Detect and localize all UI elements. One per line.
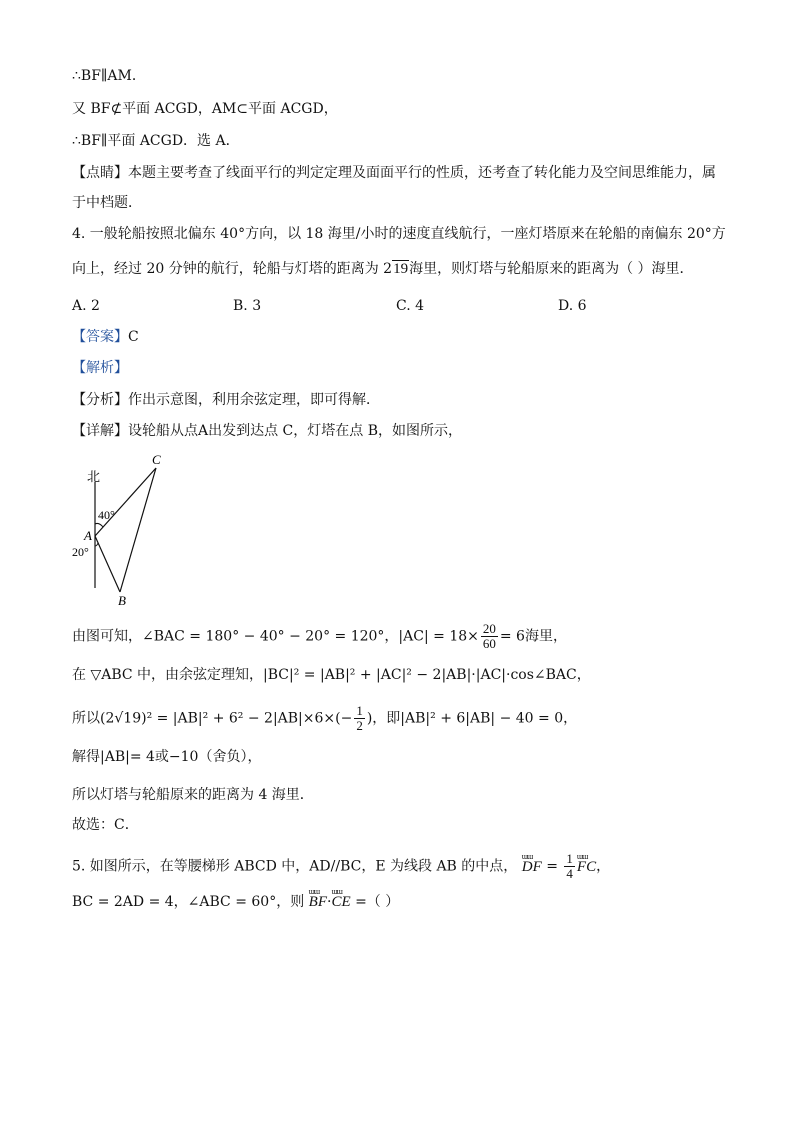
q5-stem-line1-end: ， bbox=[596, 858, 611, 875]
solution-angle-bac-line bbox=[72, 622, 567, 651]
vector-ce-letters: CE bbox=[331, 894, 351, 910]
q5-equals: = bbox=[541, 858, 563, 875]
q4-sqrt-19: 19 bbox=[393, 261, 409, 277]
vector-ce bbox=[331, 887, 351, 912]
answer-label: 【答案】 bbox=[72, 329, 128, 345]
q5-stem-line2-start: BC = 2AD = 4，∠ABC = 60°，则 bbox=[72, 894, 305, 910]
answer-value: C bbox=[128, 329, 139, 345]
segment-bc bbox=[120, 468, 156, 592]
option-c: C. 4 bbox=[396, 298, 425, 314]
line-conclusion-select-a: ∴BF∥平面 ACGD．选 A． bbox=[72, 133, 240, 149]
question-5-stem-line1 bbox=[72, 852, 610, 881]
line-bf-parallel-am: ∴BF∥AM． bbox=[72, 68, 146, 84]
question-5-stem-line2 bbox=[72, 887, 400, 912]
xiangjie-text: 设轮船从点A出发到达点 C，灯塔在点 B，如图所示， bbox=[128, 423, 463, 439]
point-c-label: C bbox=[152, 452, 161, 467]
solution-choose-line: 故选：C． bbox=[72, 817, 139, 833]
solution-roots-line: 解得|AB|= 4或−10（舍负）， bbox=[72, 749, 262, 765]
q5-stem-start: 5. 如图所示，在等腰梯形 ABCD 中，AD//BC，E 为线段 AB 的中点， bbox=[72, 858, 518, 875]
solution-s3-start: 所以(2√19)² = |AB|² + 6² − 2|AB|×6×(− bbox=[72, 710, 353, 727]
vector-bf-letters: BF bbox=[308, 894, 327, 910]
fraction-1-over-2 bbox=[354, 704, 365, 733]
fraction-1-over-4-numerator: 1 bbox=[566, 851, 573, 866]
fraction-1-over-2-numerator: 1 bbox=[356, 703, 363, 718]
dianjing-comment-line1: 【点睛】本题主要考查了线面平行的判定定理及面面平行的性质，还考查了转化能力及空间思维能力，属 bbox=[72, 165, 716, 181]
angle-40-arc bbox=[95, 523, 103, 527]
solution-distance-line: 所以灯塔与轮船原来的距离为 4 海里． bbox=[72, 787, 314, 803]
xiangjie-label: 【详解】 bbox=[72, 423, 128, 439]
segment-ac bbox=[95, 468, 156, 536]
solution-s1-end: = 6海里， bbox=[499, 628, 567, 645]
vector-df-arrow-mark: ɯɯ bbox=[521, 851, 533, 861]
fraction-1-over-2-denominator: 2 bbox=[356, 718, 363, 733]
north-label: 北 bbox=[87, 470, 101, 485]
fraction-1-over-4-denominator: 4 bbox=[566, 866, 573, 881]
answer-line bbox=[72, 327, 139, 347]
fenxi-line bbox=[72, 390, 380, 410]
solution-cosine-law-line: 在 ▽ABC 中，由余弦定理知，|BC|² = |AB|² + |AC|² − 2|AB|·|AC|·cos∠BAC， bbox=[72, 667, 591, 683]
angle-40-label: 40° bbox=[98, 508, 115, 522]
q5-stem-line2-end: =（ ） bbox=[350, 894, 400, 910]
vector-fc bbox=[576, 851, 597, 877]
fraction-20-over-60-numerator: 20 bbox=[482, 621, 496, 636]
fenxi-text: 作出示意图，利用余弦定理，即可得解． bbox=[128, 392, 380, 408]
q4-stem-line2-end: 海里，则灯塔与轮船原来的距离为（ ）海里． bbox=[409, 261, 694, 277]
solution-equation-line bbox=[72, 704, 577, 733]
option-d: D. 6 bbox=[558, 298, 587, 314]
point-a-label: A bbox=[84, 528, 92, 543]
solution-s3-end: )，即|AB|² + 6|AB| − 40 = 0， bbox=[366, 710, 578, 727]
vector-df bbox=[521, 851, 542, 877]
solution-s1-start: 由图可知，∠BAC = 180° − 40° − 20° = 120°，|AC| = 18× bbox=[72, 628, 479, 645]
q5-dot: · bbox=[327, 894, 332, 910]
segment-ab bbox=[95, 536, 120, 592]
angle-20-label: 20° bbox=[72, 545, 89, 559]
fraction-20-over-60 bbox=[481, 622, 498, 651]
question-4-stem-line2 bbox=[72, 259, 694, 279]
xiangjie-line bbox=[72, 421, 462, 441]
navigation-triangle-figure bbox=[70, 448, 180, 610]
vector-fc-arrow-mark: ɯɯ bbox=[576, 851, 588, 861]
vector-fc-letters: FC bbox=[576, 858, 597, 875]
vector-bf bbox=[308, 887, 327, 912]
analysis-label: 【解析】 bbox=[72, 360, 128, 376]
point-b-label: B bbox=[118, 593, 126, 608]
option-b: B. 3 bbox=[233, 298, 262, 314]
fraction-1-over-4 bbox=[564, 852, 575, 881]
fraction-20-over-60-denominator: 60 bbox=[482, 636, 496, 651]
option-a: A. 2 bbox=[72, 298, 100, 314]
vector-ce-arrow-mark: ɯɯ bbox=[331, 887, 342, 896]
dianjing-comment-line2: 于中档题． bbox=[72, 195, 142, 211]
fenxi-label: 【分析】 bbox=[72, 392, 128, 408]
line-bf-not-in-plane: 又 BF⊄平面 ACGD，AM⊂平面 ACGD， bbox=[72, 101, 338, 117]
vector-bf-arrow-mark: ɯɯ bbox=[308, 887, 320, 896]
vector-df-letters: DF bbox=[521, 858, 542, 875]
question-4-stem-line1: 4. 一般轮船按照北偏东 40°方向，以 18 海里/小时的速度直线航行，一座灯塔原来在轮船的南偏东 20°方 bbox=[72, 226, 726, 242]
q4-stem-line2-start: 向上，经过 20 分钟的航行，轮船与灯塔的距离为 2 bbox=[72, 261, 393, 277]
